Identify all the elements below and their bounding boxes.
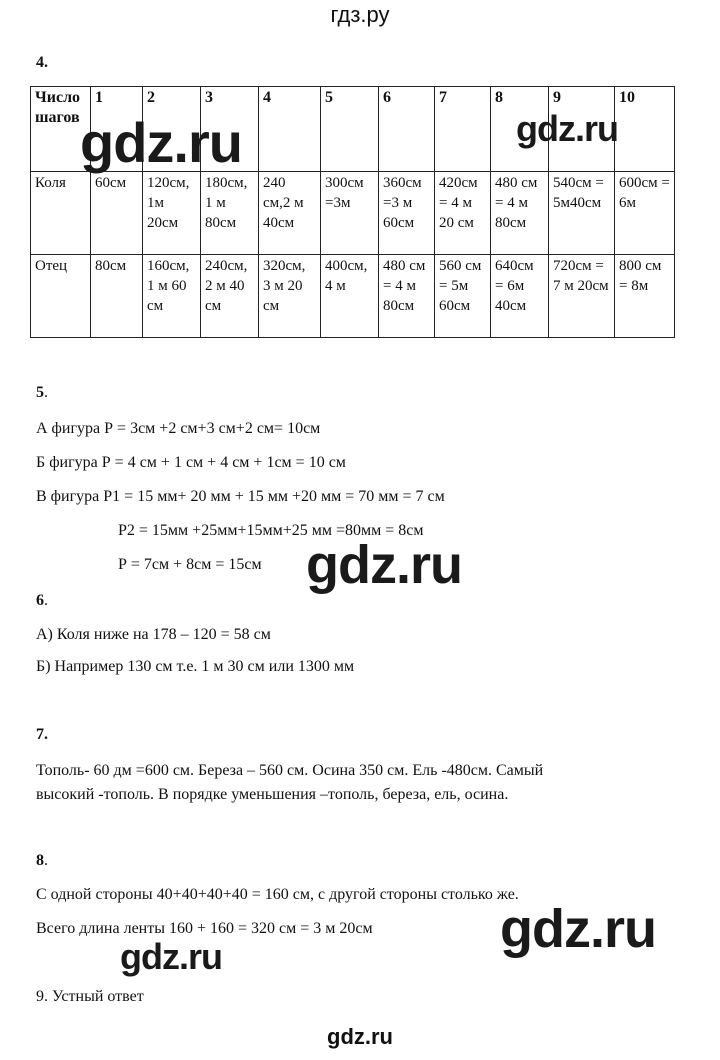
row-label: Коля [31,172,91,255]
table-cell: 540см = 5м40см [549,172,615,255]
table-cell: 300см =3м [321,172,379,255]
site-footer: gdz.ru [327,1024,393,1049]
table-cell: 600см = 6м [615,172,675,255]
table-col-header: 6 [379,87,435,172]
table-col-header: 3 [201,87,259,172]
watermark-logo: gdz.ru [306,535,462,595]
task-5-line-b: Б фигура Р = 4 см + 1 см + 4 см + 1см = 10 см [36,454,346,471]
table-cell: 480 см = 4 м 80см [379,255,435,338]
table-cell: 560 см = 5м 60см [435,255,491,338]
table-cell: 400см, 4 м [321,255,379,338]
table-col-header: 9 [549,87,615,172]
table-cell: 320см, 3 м 20 см [259,255,321,338]
task-5-line-p: Р = 7см + 8см = 15см [118,556,262,573]
task-8-line-2: Всего длина ленты 160 + 160 = 320 см = 3 м 20см [36,920,373,937]
task-9-line: 9. Устный ответ [36,988,144,1005]
table-cell: 800 см = 8м [615,255,675,338]
site-header: гдз.ру [330,2,390,27]
table-cell: 640см = 6м 40см [491,255,549,338]
table-header-label: Число шагов [31,87,91,172]
table-col-header: 7 [435,87,491,172]
table-cell: 420см = 4 м 20 см [435,172,491,255]
watermark-logo: gdz.ru [516,108,618,149]
task-7-number: 7. [36,726,48,743]
task-6-line-b: Б) Например 130 см т.е. 1 м 30 см или 1300 мм [36,658,355,675]
task-6-number: 6. [36,592,48,609]
table-cell: 360см =3 м 60см [379,172,435,255]
row-label: Отец [31,255,91,338]
table-col-header: 4 [259,87,321,172]
task-4-number: 4. [36,54,48,71]
table-cell: 240см, 2 м 40 см [201,255,259,338]
table-col-header: 8 [491,87,549,172]
table-cell: 160см, 1 м 60 см [143,255,201,338]
task-5-line-a: А фигура Р = 3см +2 см+3 см+2 см= 10см [36,420,321,437]
task-7-line-1: Тополь- 60 дм =600 см. Береза – 560 см. Осина 350 см. Ель -480см. Самый [36,762,544,779]
task-8-line-1: С одной стороны 40+40+40+40 = 160 см, с другой стороны столько же. [36,886,519,903]
task-8-number: 8. [36,852,48,869]
table-row-father [31,255,675,338]
table-cell: 180см, 1 м 80см [201,172,259,255]
table-cell: 240 см,2 м 40см [259,172,321,255]
task-5-number: 5. [36,384,48,401]
task-5-line-p2: Р2 = 15мм +25мм+15мм+25 мм =80мм = 8см [118,522,424,539]
table-row-kolya [31,172,675,255]
watermark-logo: gdz.ru [500,899,656,959]
table-cell: 480 см = 4 м 80см [491,172,549,255]
table-cell: 120см, 1м 20см [143,172,201,255]
table-col-header: 1 [91,87,143,172]
table-col-header: 5 [321,87,379,172]
watermark-logo: gdz.ru [120,936,222,977]
watermark-logo: gdz.ru [80,111,242,174]
table-col-header: 10 [615,87,675,172]
task-6-line-a: А) Коля ниже на 178 – 120 = 58 см [36,626,271,643]
task-5-line-c: В фигура Р1 = 15 мм+ 20 мм + 15 мм +20 мм = 70 мм = 7 см [36,488,445,505]
table-cell: 60см [91,172,143,255]
table-cell: 80см [91,255,143,338]
table-cell: 720см = 7 м 20см [549,255,615,338]
task-7-line-2: высокий -тополь. В порядке уменьшения –тополь, береза, ель, осина. [36,786,509,803]
table-col-header: 2 [143,87,201,172]
